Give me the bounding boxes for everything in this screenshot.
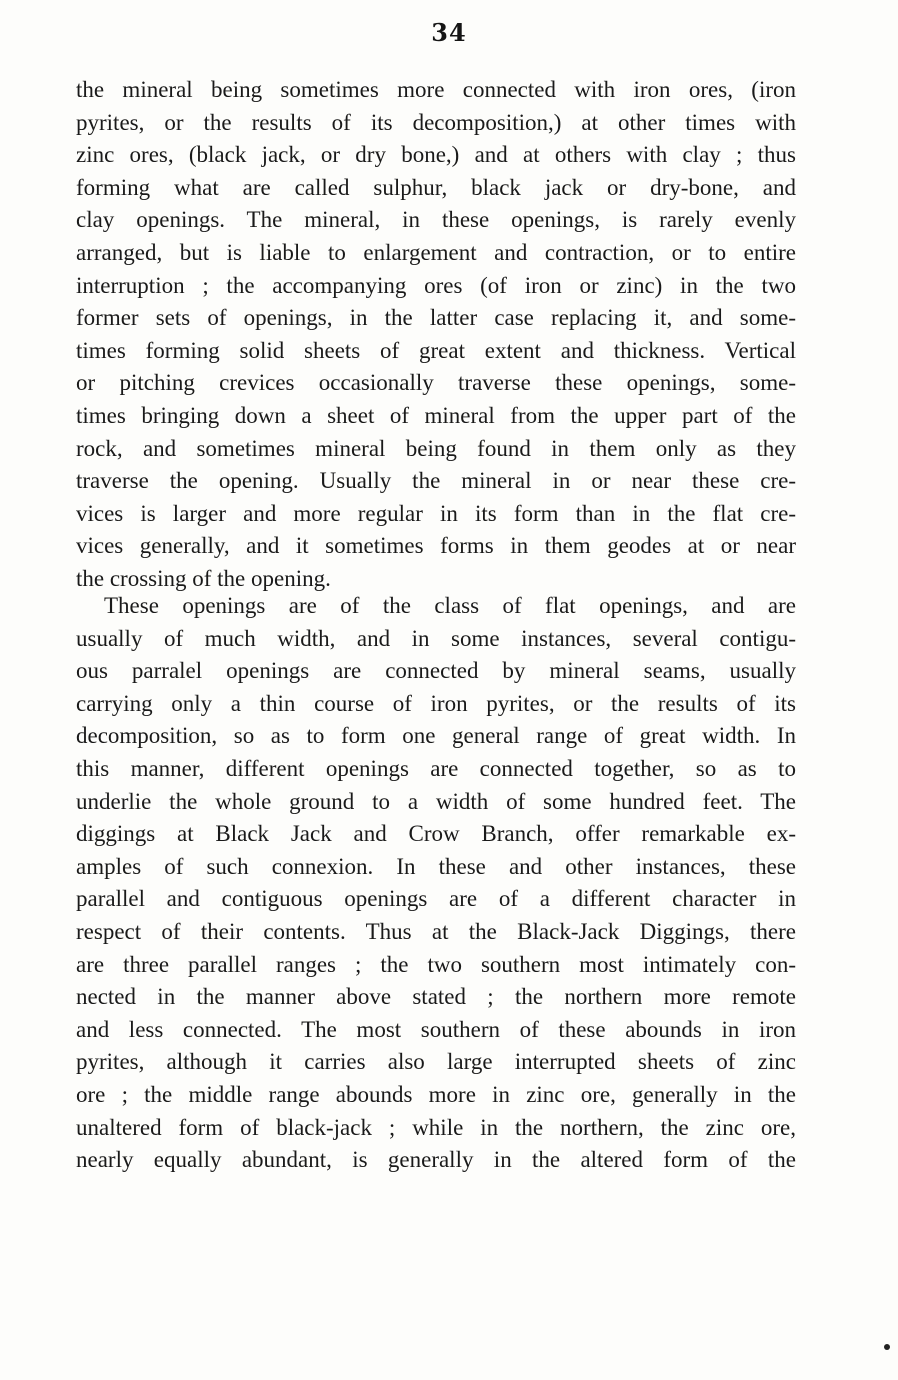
text-line: respect of their contents. Thus at the Black-Jack Diggings, there bbox=[76, 918, 796, 944]
text-line: and less connected. The most southern of these abounds in iron bbox=[76, 1016, 796, 1042]
text-line: carrying only a thin course of iron pyrites, or the results of its bbox=[76, 690, 796, 716]
text-line: vices generally, and it sometimes forms in them geodes at or near bbox=[76, 533, 796, 559]
text-line: diggings at Black Jack and Crow Branch, offer remarkable ex- bbox=[76, 821, 796, 847]
text-line: the mineral being sometimes more connected with iron ores, (iron bbox=[76, 77, 796, 102]
paragraph-1 bbox=[76, 74, 796, 596]
text-line: usually of much width, and in some instances, several contigu- bbox=[76, 625, 796, 651]
text-line: ous parralel openings are connected by mineral seams, usually bbox=[76, 658, 796, 684]
text-line: pyrites, although it carries also large interrupted sheets of zinc bbox=[76, 1049, 796, 1075]
text-line: These openings are of the class of flat openings, and are bbox=[104, 593, 796, 618]
text-line: zinc ores, (black jack, or dry bone,) and at others with clay ; thus bbox=[76, 142, 796, 168]
text-line: traverse the opening. Usually the mineral in or near these cre- bbox=[76, 468, 796, 494]
text-line: former sets of openings, in the latter case replacing it, and some- bbox=[76, 305, 796, 331]
text-line: this manner, different openings are connected together, so as to bbox=[76, 755, 796, 781]
ink-speck bbox=[884, 1344, 890, 1350]
text-line: underlie the whole ground to a width of some hundred feet. The bbox=[76, 788, 796, 814]
text-line: times bringing down a sheet of mineral from the upper part of the bbox=[76, 402, 796, 428]
text-line: pyrites, or the results of its decomposition,) at other times with bbox=[76, 109, 796, 135]
text-line: vices is larger and more regular in its form than in the flat cre- bbox=[76, 500, 796, 526]
text-line: forming what are called sulphur, black jack or dry-bone, and bbox=[76, 174, 796, 200]
text-line: are three parallel ranges ; the two southern most intimately con- bbox=[76, 951, 796, 977]
page-number: 34 bbox=[431, 18, 467, 47]
text-line: unaltered form of black-jack ; while in the northern, the zinc ore, bbox=[76, 1114, 796, 1140]
text-line: clay openings. The mineral, in these openings, is rarely evenly bbox=[76, 207, 796, 233]
text-line: or pitching crevices occasionally traverse these openings, some- bbox=[76, 370, 796, 396]
text-line: nearly equally abundant, is generally in the altered form of the bbox=[76, 1147, 796, 1173]
text-line: times forming solid sheets of great extent and thickness. Vertical bbox=[76, 337, 796, 363]
text-line: amples of such connexion. In these and other instances, these bbox=[76, 853, 796, 879]
text-line: nected in the manner above stated ; the northern more remote bbox=[76, 984, 796, 1010]
text-line: parallel and contiguous openings are of a different character in bbox=[76, 886, 796, 912]
text-line: interruption ; the accompanying ores (of iron or zinc) in the two bbox=[76, 272, 796, 298]
text-line: decomposition, so as to form one general range of great width. In bbox=[76, 723, 796, 749]
text-line: arranged, but is liable to enlargement and contraction, or to entire bbox=[76, 239, 796, 265]
text-line: ore ; the middle range abounds more in zinc ore, generally in the bbox=[76, 1081, 796, 1107]
text-line: the crossing of the opening. bbox=[76, 565, 331, 591]
paragraph-2 bbox=[76, 590, 796, 1177]
text-line: rock, and sometimes mineral being found in them only as they bbox=[76, 435, 796, 461]
